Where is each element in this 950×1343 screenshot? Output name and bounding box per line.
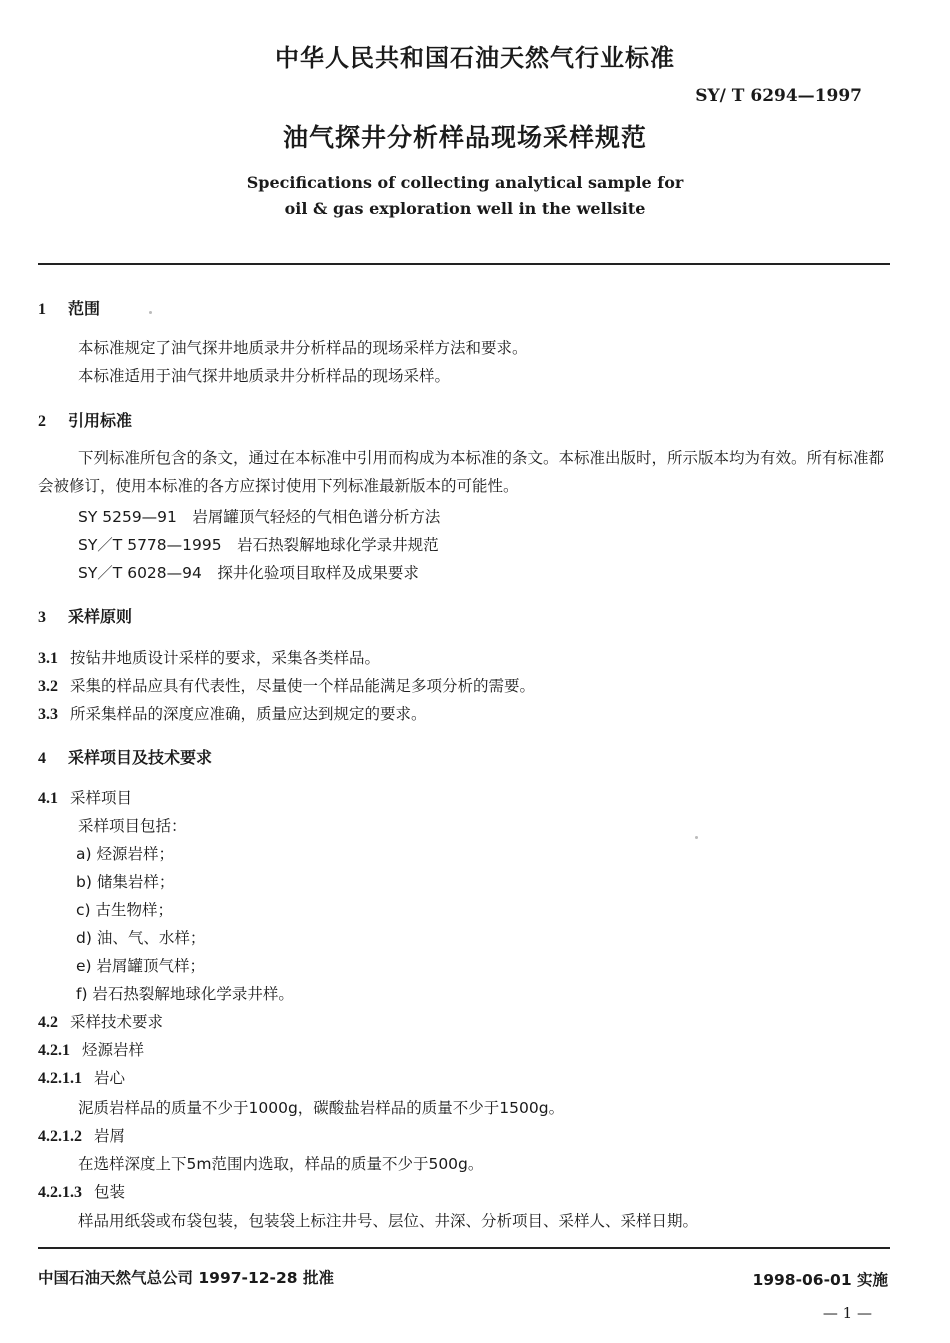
clause-4-2-1-1-text: 泥质岩样品的质量不少于1000g，碳酸盐岩样品的质量不少于1500g。 [78,1099,565,1117]
section-title: 采样项目及技术要求 [68,748,213,767]
reference-standard-2: SY／T 5778—1995 岩石热裂解地球化学录井规范 [78,536,439,554]
clause-4-2-1-3-text: 样品用纸袋或布袋包装，包装袋上标注井号、层位、井深、分析项目、采样人、采样日期。 [78,1212,699,1230]
clause-number: 3.2 [38,678,58,695]
clause-3-2 [38,674,535,696]
clause-title: 采样技术要求 [70,1013,164,1031]
issuing-organization: 中华人民共和国石油天然气行业标准 [275,44,675,72]
reference-standard-3: SY／T 6028—94 探井化验项目取样及成果要求 [78,564,419,582]
section-title: 引用标准 [68,411,133,430]
section-2-paragraph: 下列标准所包含的条文，通过在本标准中引用而构成为本标准的条文。本标准出版时，所示版本均为有效。所有标准都会被修订，使用本标准的各方应探讨使用下列标准最新版本的可能性。 [38,449,885,495]
section-2-heading [38,408,132,431]
page-number: — 1 — [822,1304,872,1322]
sampling-item-f: f) 岩石热裂解地球化学录井样。 [76,985,294,1003]
clause-3-1 [38,646,380,668]
reference-standard-1: SY 5259—91 岩屑罐顶气轻烃的气相色谱分析方法 [78,508,441,526]
clause-3-3 [38,702,427,724]
clause-text: 采集的样品应具有代表性，尽量使一个样品能满足多项分析的需要。 [70,677,536,695]
section-1-heading [38,296,100,319]
clause-4-2-1-2 [38,1124,125,1146]
sampling-item-a: a) 烃源岩样； [76,845,174,863]
section-number: 3 [38,609,46,626]
section-number: 1 [38,301,46,318]
clause-title: 包装 [94,1183,126,1201]
header-divider [38,263,890,265]
section-1-paragraph-2: 本标准适用于油气探井地质录井分析样品的现场采样。 [78,367,451,385]
clause-text: 按钻井地质设计采样的要求，采集各类样品。 [70,649,381,667]
section-1-paragraph-1: 本标准规定了油气探井地质录井分析样品的现场采样方法和要求。 [78,339,528,357]
clause-4-2-1-1 [38,1066,125,1088]
clause-4-2-1 [38,1038,144,1060]
section-number: 2 [38,413,46,430]
clause-title: 烃源岩样 [82,1041,145,1059]
section-title: 采样原则 [68,607,133,626]
clause-number: 4.2 [38,1014,58,1031]
clause-title: 岩心 [94,1069,126,1087]
clause-number: 4.2.1.1 [38,1070,82,1087]
scan-speck [695,836,698,839]
scan-speck [149,311,152,314]
footer-divider [38,1247,890,1249]
section-3-heading [38,604,132,627]
sampling-item-c: c) 古生物样； [76,901,173,919]
clause-number: 4.2.1.2 [38,1128,82,1145]
document-title-en-line1: Specifications of collecting analytical sample for [246,173,684,192]
approval-statement: 中国石油天然气总公司 1997-12-28 批准 [38,1269,334,1287]
section-title: 范围 [68,299,101,318]
sampling-items-intro: 采样项目包括： [78,817,187,835]
clause-number: 3.1 [38,650,58,667]
clause-number: 4.2.1 [38,1042,70,1059]
section-number: 4 [38,750,46,767]
clause-4-2 [38,1010,163,1032]
sampling-item-b: b) 储集岩样； [76,873,175,891]
clause-4-1 [38,786,132,808]
section-4-heading [38,745,212,768]
clause-4-2-1-3 [38,1180,125,1202]
document-title-en-line2: oil & gas exploration well in the wellsite [284,199,646,218]
sampling-item-e: e) 岩屑罐顶气样； [76,957,206,975]
clause-title: 采样项目 [70,789,133,807]
standard-code: SY/ T 6294—1997 [695,86,862,106]
clause-title: 岩屑 [94,1127,126,1145]
clause-text: 所采集样品的深度应准确，质量应达到规定的要求。 [70,705,427,723]
clause-4-2-1-2-text: 在选样深度上下5m范围内选取，样品的质量不少于500g。 [78,1155,484,1173]
clause-number: 3.3 [38,706,58,723]
clause-number: 4.1 [38,790,58,807]
sampling-item-d: d) 油、气、水样； [76,929,206,947]
clause-number: 4.2.1.3 [38,1184,82,1201]
document-title-cn: 油气探井分析样品现场采样规范 [282,123,647,152]
effective-date: 1998-06-01 实施 [752,1271,888,1289]
